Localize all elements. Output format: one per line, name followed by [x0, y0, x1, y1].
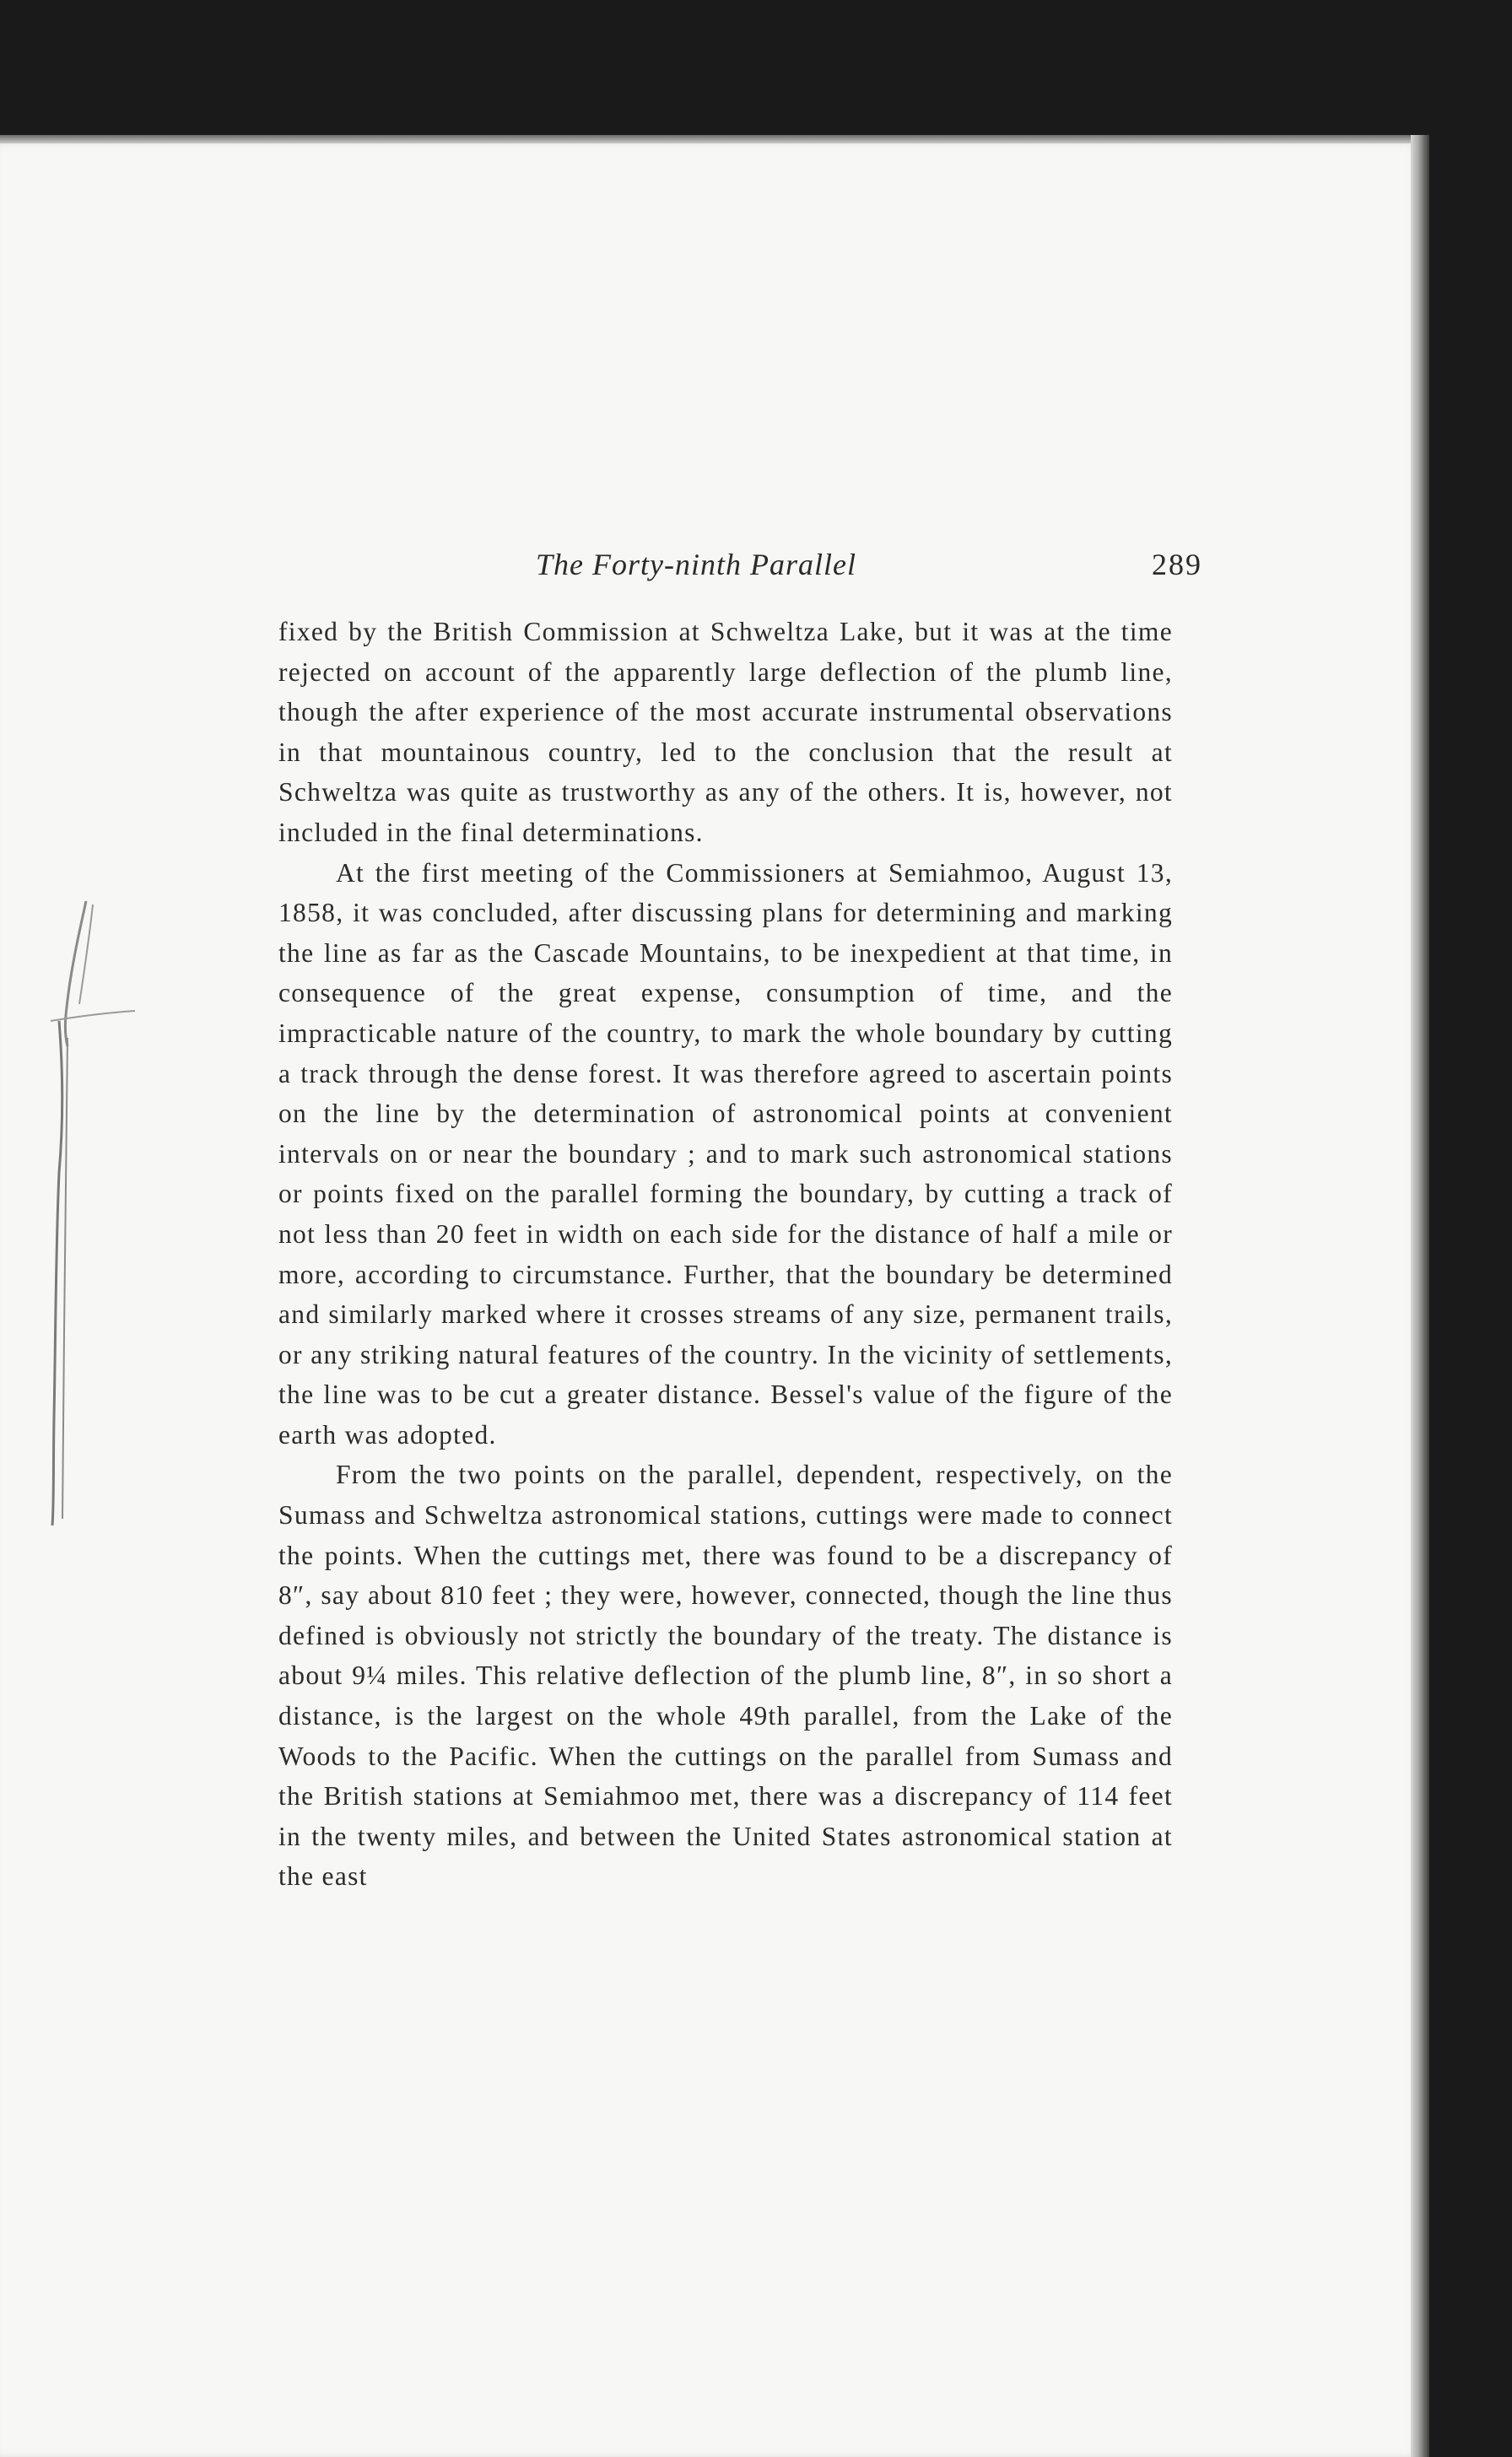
paragraph-3: From the two points on the parallel, dependent, respectively, on the Sumass and Schweltza astronomical stations, cuttings were made to connect the points. When the cuttings met, there was found to be a discrepancy of 8″, say about 810 feet ; they were, however, connected, though the line thus defined is obviously not strictly the boundary of the treaty. The distance is about 9¼ miles. This relative deflection of the plumb line, 8″, in so short a distance, is the largest on the whole 49th parallel, from the Lake of the Woods to the Pacific. When the cuttings on the parallel from Sumass and the British stations at Semiahmoo met, there was a discrepancy of 114 feet in the twenty miles, and between the United States astronomical station at the east [278, 1460, 1173, 1892]
body-text [278, 612, 1173, 1897]
page-edge [1411, 135, 1429, 2457]
running-title: The Forty-ninth Parallel [536, 548, 856, 581]
pencil-margin-mark-icon [34, 894, 135, 1527]
book-page [0, 143, 1419, 2457]
page-number: 289 [1152, 548, 1202, 581]
page-header [278, 547, 1202, 597]
paragraph-1: fixed by the British Commission at Schweltza Lake, but it was at the time rejected on account of the apparently large deflection of the plumb line, though the after experience of the most accurate instrumental observations in that mountainous country, led to the conclusion that the result at Schweltza was quite as trustworthy as any of the others. It is, however, not included in the final determinations. [278, 617, 1173, 847]
paragraph-2: At the first meeting of the Commissioners at Semiahmoo, August 13, 1858, it was concluded, after discussing plans for determining and marking the line as far as the Cascade Mountains, to be inexpedient at that time, in consequence of the great expense, consumption of time, and the impracticable nature of the country, to mark the whole boundary by cutting a track through the dense forest. It was therefore agreed to ascertain points on the line by the determination of astronomical points at convenient intervals on or near the boundary ; and to mark such astronomical stations or points fixed on the parallel forming the boundary, by cutting a track of not less than 20 feet in width on each side for the distance of half a mile or more, according to circumstance. Further, that the boundary be determined and similarly marked where it crosses streams of any size, permanent trails, or any striking natural features of the country. In the vicinity of settlements, the line was to be cut a greater distance. Bessel's value of the figure of the earth was adopted. [278, 857, 1173, 1450]
